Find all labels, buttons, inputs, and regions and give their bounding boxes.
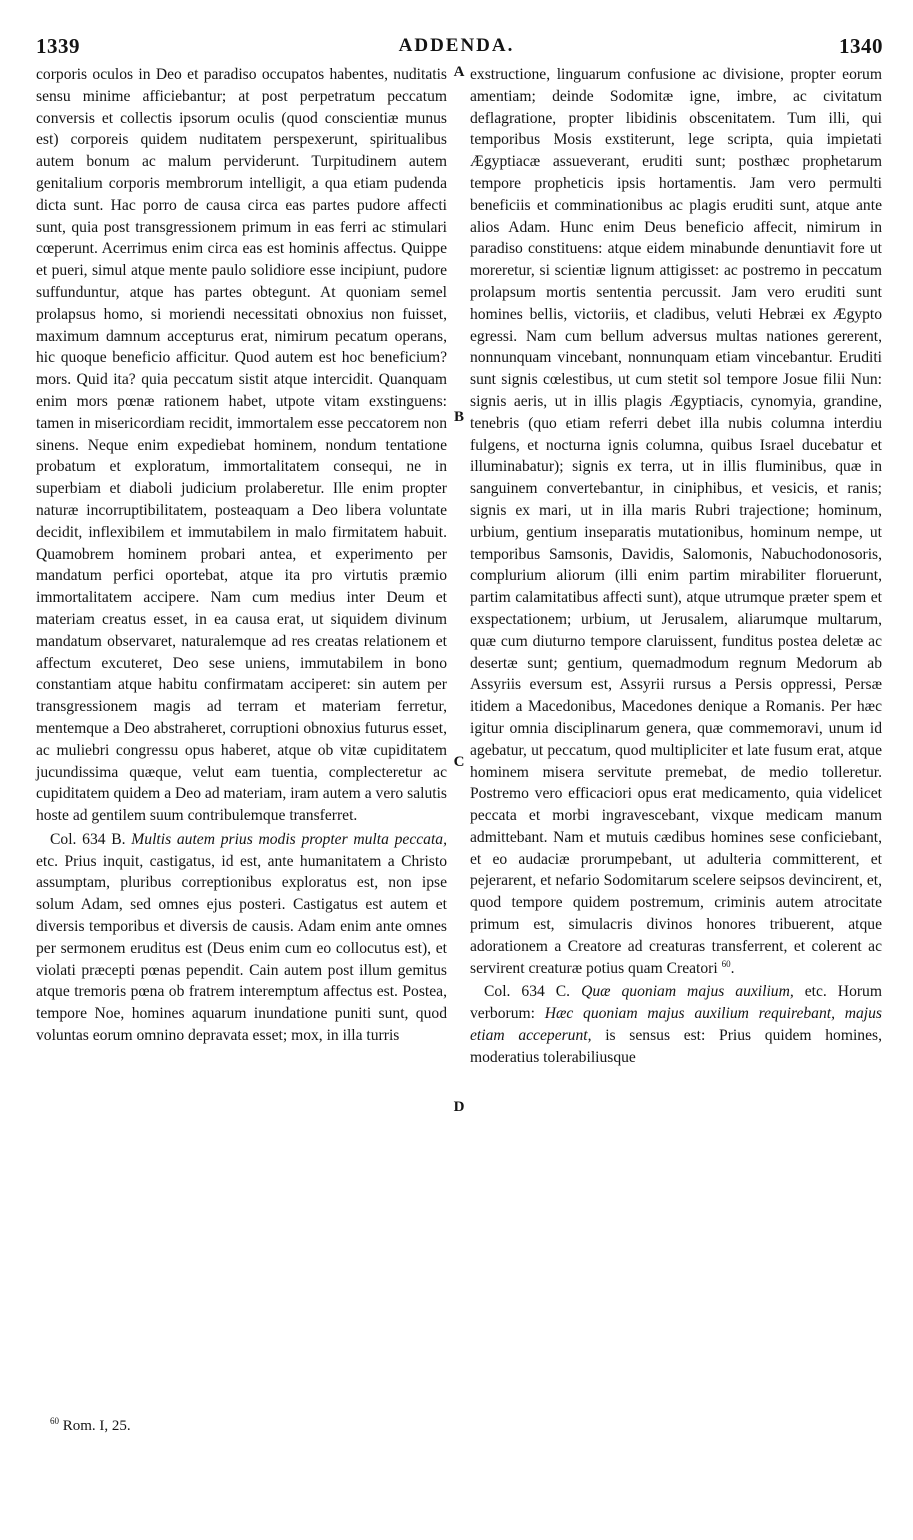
page-number-left: 1339 xyxy=(36,34,80,58)
footnote xyxy=(50,1418,131,1435)
left-paragraph-1: corporis oculos in Deo et paradiso occupatos habentes, nuditatis sensu minime afficiebantur; at post perpetratum peccatum conversis et collectis ipsorum oculis (quod conscientiæ munus est) corporeis quidem nuditatem perspexerunt, spiritualibus autem bonum ac malum perviderunt. Turpitudinem autem genitalium corporis membrorum intelligit, a qua etiam pudenda dicta sunt. Hac porro de causa circa eas partes pudore affecti sunt, quia post transgressionem primum in eas ferri ac stimulari cœperunt. Acerrimus enim circa eas est hominis affectus. Quippe et pueri, simul atque mente paulo solidiore esse incipiunt, pudore suffunduntur, atque has partes obtegunt. At quoniam semel prolapsus homo, si moriendi necessitati obnoxius non fuisset, maximum damnum accepturus erat, nimirum pecatum operans, hic quoque beneficio afficitur. Quod autem est hoc beneficium? mors. Quid ita? quia peccatum sistit atque intercidit. Quanquam enim mors pœnæ rationem habet, utpote vitam exstinguens: tamen in misericordiam recidit, immortalem esse peccatorem non sinens. Neque enim expediebat hominem, nondum tentatione probatum et exploratum, immortalitatem consequi, ne in superbiam et diaboli judicium prolaberetur. Ille enim propter naturæ incorruptibilitatem, posteaquam a Deo libera voluntate decidit, inflexibilem et immutabilem in malo firmitatem habuit. Quamobrem hominem probari antea, et experimento per mandatum perfici oportebat, atque ita pro virtutis præmio immortalitatem accipere. Nam cum medius inter Deum et materiam creatus esset, in ea causa erat, ut siquidem divinum mandatum observaret, naturalemque ad res creatas relationem et affectum excuteret, Deo sese uniens, immutabilem in bono constantiam atque habitu confirmatam acciperet: sin autem per transgressionem magis ad terram et materiam ferretur, mentemque a Deo abstraheret, corruptioni obnoxius futurus esset, ac muliebri congressu opus haberet, atque ob vitæ cupiditatem jucundissima quæque, velut eam tuentia, complecteretur ac cupiditatem quidem a Deo ad materiam, iram autem a vero salutis hoste ad gentilem suum contribulemque transferret. xyxy=(36,66,447,825)
margin-marker-b: B xyxy=(453,409,464,425)
commentary-text: is sensus est: Prius quidem homines, moderatius tolerabiliusque xyxy=(470,1027,882,1066)
lemma: Quæ quoniam majus auxilium, xyxy=(581,983,794,1001)
left-column xyxy=(36,64,447,1047)
margin-marker-d: D xyxy=(453,1099,465,1115)
left-paragraph-2 xyxy=(36,829,447,1047)
right-paragraph-1: exstructione, linguarum confusione ac divisione, propter eorum amentiam; deinde Sodomitæ igne, imbre, ac civitatum deflagratione, propter libidinis obscenitatem. Tum illi, qui temporibus Mosis exstiterunt, lege scripta, quia impietati Ægyptiacæ assueverant, eruditi sunt; posthæc prophetarum tempore propheticis ipsis hortamentis. Jam vero permulti beneficiis et comminationibus ac plagis eruditi sunt, atque ante alios Adam. Hunc enim Deus beneficio affecit, nimirum in paradiso constituens: atque eidem minabunde denuntiavit fore ut moreretur, si scientiæ lignum attigisset: ac postremo in peccatum prolapsum mortis sententia percussit. Jam vero eruditi sunt homines bellis, victoriis, et cladibus, veluti Hebræi ex Ægypto egressi. Nam cum bellum adversus multas nationes gererent, nonnunquam vincebant, nonnunquam etiam vincebantur. Eruditi sunt signis cœlestibus, ut cum stetit sol tempore Josue filii Nun: signis aeris, ut in illis plagis Ægyptiacis, cynomyia, grandine, tenebris (quo etiam referri debet illa nubis columna interdiu fulgens, et nocturna ignis columna, quibus Israel ducebatur et illuminabatur); signis ex terra, ut in illis fluminibus, quæ in sanguinem convertebantur, in ciniphibus, et vesicis, et ranis; signis ex mari, ut in illa maris Rubri trajectione; hominum, urbium, gentium inseparatis mutationibus, hominum nempe, ut temporibus Samsonis, Davidis, Salomonis, Nabuchodonosoris, complurium aliorum (illi enim partim mirabiliter floruerunt, partim calamitatibus affecti sunt), atque utrumque præter spem et exspectationem; urbium, ut Jerusalem, aliarumque multarum, quæ cum diuturno tempore claruissent, funditus postea deletæ ac desertæ sunt; gentium, quemadmodum regnum Medorum ab Assyriis eversum est, Assyrii rursus a Persis oppressi, Persæ itidem a Macedonibus, Macedones denique a Romanis. Per hæc igitur omnia disciplinarum genera, quæ commemoravi, unum id agebatur, ut peccatum, quod multipliciter et late fusum erat, atque hominem misera servitute premebat, de medio tolleretur. Postremo vero efficaciori opus erat medicamento, quia videlicet peccata et morbi ingravescebant, vixque medicam manum admittebant. Nam et mutuis cædibus homines sese conficiebant, et eo audaciæ prorumpebant, ut adulteria committerent, et pejerarent, et nefario Sodomitarum scelere seipsos devincirent, et, quod tempore quidem postremum, criminis autem atrocitate primum est, simulacris divinos honores tribuerent, atque adorationem a Creatore ad creaturas transferrent, et colerent ac servirent creaturæ potius quam Creatori $^{60}$. xyxy=(470,66,882,977)
footnote-mark: 60 xyxy=(50,1416,59,1426)
running-title: ADDENDA. xyxy=(398,35,515,56)
right-paragraph-2 xyxy=(470,981,882,1068)
quoted-text: Hæc quoniam majus auxilium requirebant, majus etiam acceperunt, xyxy=(470,1005,882,1045)
lemma: Multis autem prius modis propter multa peccata, xyxy=(131,830,448,848)
margin-marker-a: A xyxy=(453,64,465,80)
commentary-text: etc. Horum verborum: xyxy=(470,983,882,1023)
page-number-right: 1340 xyxy=(839,34,883,58)
footnote-text: Rom. I, 25. xyxy=(62,1418,131,1434)
column-reference: Col. 634 C. xyxy=(484,983,571,1001)
commentary-text: etc. Prius inquit, castigatus, id est, ante humanitatem a Christo assumptam, pluribus correptionibus exploratus est, non ipse solum Adam, sed omnes ejus posteri. Castigatus est autem et diversis temporibus et diversis de causis. Adam enim ante omnes per sermonem eruditus est (Deus enim cum eo collocutus est), et violati præcepti pœnas pependit. Cain autem post illum gemitus atque tremoris pœna ob fratrem interemptum affectus est. Postea, tempore Noe, homines aquarum inundatione puniti sunt, quod voluntas eorum omnino depravata esset; mox, in illa turris xyxy=(36,852,447,1045)
commentary-text: exstructione, linguarum confusione ac divisione, propter eorum amentiam; deinde Sodomitæ igne, imbre, ac civitatum deflagratione, propter libidinis obscenitatem. Tum illi, qui temporibus Mosis exstiterunt, lege scripta, quia impietati Ægyptiacæ assueverant, eruditi sunt; posthæc prophetarum tempore propheticis ipsis hortamentis. Jam vero permulti beneficiis et comminationibus ac plagis eruditi sunt, atque ante alios Adam. Hunc enim Deus beneficio affecit, nimirum in paradiso constituens: atque eidem minabunde denuntiavit fore ut moreretur, si scientiæ lignum attigisset: ac postremo in peccatum prolapsum mortis sententia percussit. Jam vero eruditi sunt homines bellis, victoriis, et cladibus, veluti Hebræi ex Ægypto egressi. Nam cum bellum adversus multas nationes gererent, nonnunquam vincebant, nonnunquam etiam vincebantur. Eruditi sunt signis cœlestibus, ut cum stetit sol tempore Josue filii Nun: signis aeris, ut in illis plagis Ægyptiacis, cynomyia, grandine, tenebris (quo etiam referri debet illa nubis columna interdiu fulgens, et nocturna ignis columna, quibus Israel ducebatur et illuminabatur); signis ex terra, ut in illis fluminibus, quæ in sanguinem convertebantur, in ciniphibus, et vesicis, et ranis; signis ex mari, ut in illa maris Rubri trajectione; hominum, urbium, gentium inseparatis mutationibus, hominum nempe, ut temporibus Samsonis, Davidis, Salomonis, Nabuchodonosoris, complurium aliorum (illi enim partim mirabiliter floruerunt, partim calamitatibus affecti sunt), atque utrumque præter spem et exspectationem; urbium, ut Jerusalem, aliarumque multarum, quæ cum diuturno tempore claruissent, funditus postea deletæ ac desertæ sunt; gentium, quemadmodum regnum Medorum ab Assyriis eversum est, Assyrii rursus a Persis oppressi, Persæ itidem a Macedonibus, Macedones denique a Romanis. Per hæc igitur omnia disciplinarum genera, quæ commemoravi, unum id agebatur, ut peccatum, quod multipliciter et late fusum erat, atque hominem misera servitute premebat, de medio tolleretur. Postremo vero efficaciori opus erat medicamento, quia videlicet peccata et morbi ingravescebant, vixque medicam manum admittebant. Nam et mutuis cædibus homines sese conficiebant, et eo audaciæ prorumpebant, ut adulteria committerent, et pejerarent, et nefario Sodomitarum scelere seipsos devincirent, et, quod tempore quidem postremum, criminis autem atrocitate primum est, simulacris divinos honores tribuerent, atque adorationem a Creatore ad creaturas transferrent, et colerent ac servirent creaturæ potius quam Creatori xyxy=(470,66,882,977)
page-header xyxy=(0,34,913,64)
footnote-reference: 60 xyxy=(721,958,731,969)
column-reference: Col. 634 B. xyxy=(50,830,126,848)
margin-marker-c: C xyxy=(453,754,465,770)
right-column xyxy=(470,64,882,1069)
